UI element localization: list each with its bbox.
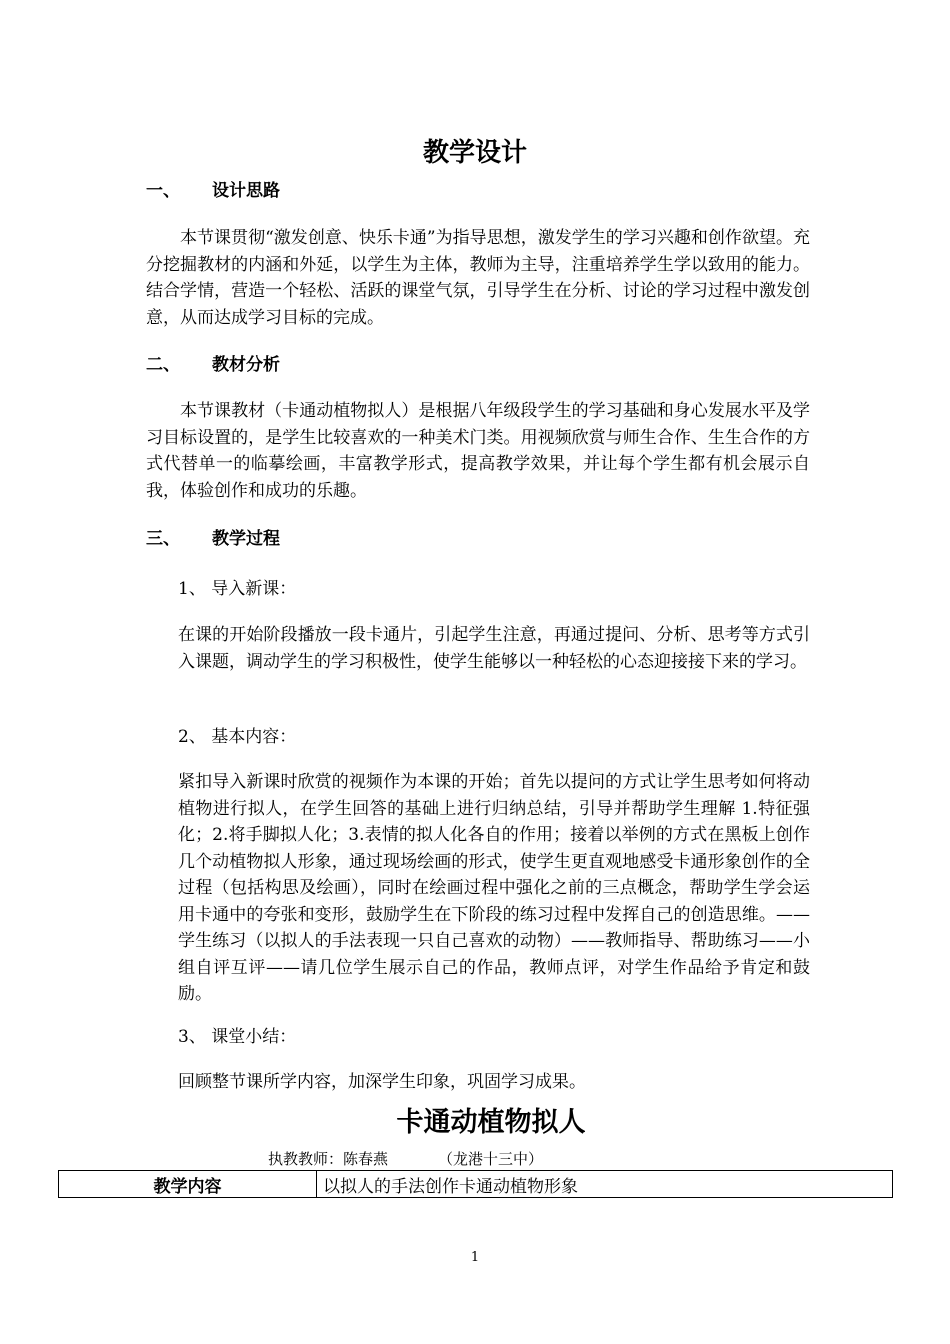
lesson-title: 卡通动植物拟人 xyxy=(396,1107,586,1138)
page-number: 1 xyxy=(470,1250,480,1265)
school-name: （龙港十三中） xyxy=(438,1150,544,1168)
step-text-summary: 回顾整节课所学内容，加深学生印象，巩固学习成果。 xyxy=(178,1072,586,1092)
section-heading-material xyxy=(146,350,280,375)
table-value-cell: 以拟人的手法创作卡通动植物形象 xyxy=(317,1171,893,1198)
teacher-name: 执教教师：陈春燕 xyxy=(268,1150,389,1168)
table-row xyxy=(59,1171,893,1198)
document-title: 教学设计 xyxy=(422,138,527,168)
material-analysis-paragraph: 本节课教材（卡通动植物拟人）是根据八年级段学生的学习基础和身心发展水平及学习目标设置的，是学生比较喜欢的一种美术门类。用视频欣赏与师生合作、生生合作的方式代替单一的临摹绘画，丰富教学形式，提高教学效果，并让每个学生都有机会展示自我，体验创作和成功的乐趣。 xyxy=(146,401,810,501)
design-idea-paragraph: 本节课贯彻“激发创意、快乐卡通”为指导思想，激发学生的学习兴趣和创作欲望。充分挖掘教材的内涵和外延，以学生为主体，教师为主导，注重培养学生学以致用的能力。结合学情，营造一个轻松、活跃的课堂气氛，引导学生在分析、讨论的学习过程中激发创意，从而达成学习目标的完成。 xyxy=(146,228,810,328)
section-title: 教学过程 xyxy=(212,529,280,549)
section-heading-design xyxy=(146,176,280,201)
lesson-info-table xyxy=(58,1170,893,1198)
section-number: 三、 xyxy=(146,529,180,549)
section-heading-process xyxy=(146,524,280,549)
section-title: 设计思路 xyxy=(212,181,280,201)
teacher-line xyxy=(268,1148,543,1169)
step-text-intro: 在课的开始阶段播放一段卡通片，引起学生注意，再通过提问、分析、思考等方式引入课题，调动学生的学习积极性，使学生能够以一种轻松的心态迎接接下来的学习。 xyxy=(178,625,810,672)
step-text-content: 紧扣导入新课时欣赏的视频作为本课的开始；首先以提问的方式让学生思考如何将动植物进行拟人，在学生回答的基础上进行归纳总结，引导并帮助学生理解 1.特征强化；2.将手脚拟人化；3.表情的拟人化各自的作用；接着以举例的方式在黑板上创作几个动植物拟人形象，通过现场绘画的形式，使学生更直观地感受卡通形象创作的全过程（包括构思及绘画），同时在绘画过程中强化之前的三点概念，帮助学生学会运用卡通中的夸张和变形，鼓励学生在下阶段的练习过程中发挥自己的创造思维。——学生练习（以拟人的手法表现一只自己喜欢的动物）——教师指导、帮助练习——小组自评互评——请几位学生展示自己的作品，教师点评，对学生作品给予肯定和鼓励。 xyxy=(178,772,810,1004)
section-title: 教材分析 xyxy=(212,355,280,375)
step-label-content: 2、 基本内容： xyxy=(178,727,297,747)
table-label-cell: 教学内容 xyxy=(59,1171,317,1198)
step-label-intro: 1、 导入新课： xyxy=(178,579,297,599)
section-number: 一、 xyxy=(146,181,180,201)
step-label-summary: 3、 课堂小结： xyxy=(178,1027,297,1047)
section-number: 二、 xyxy=(146,355,180,375)
